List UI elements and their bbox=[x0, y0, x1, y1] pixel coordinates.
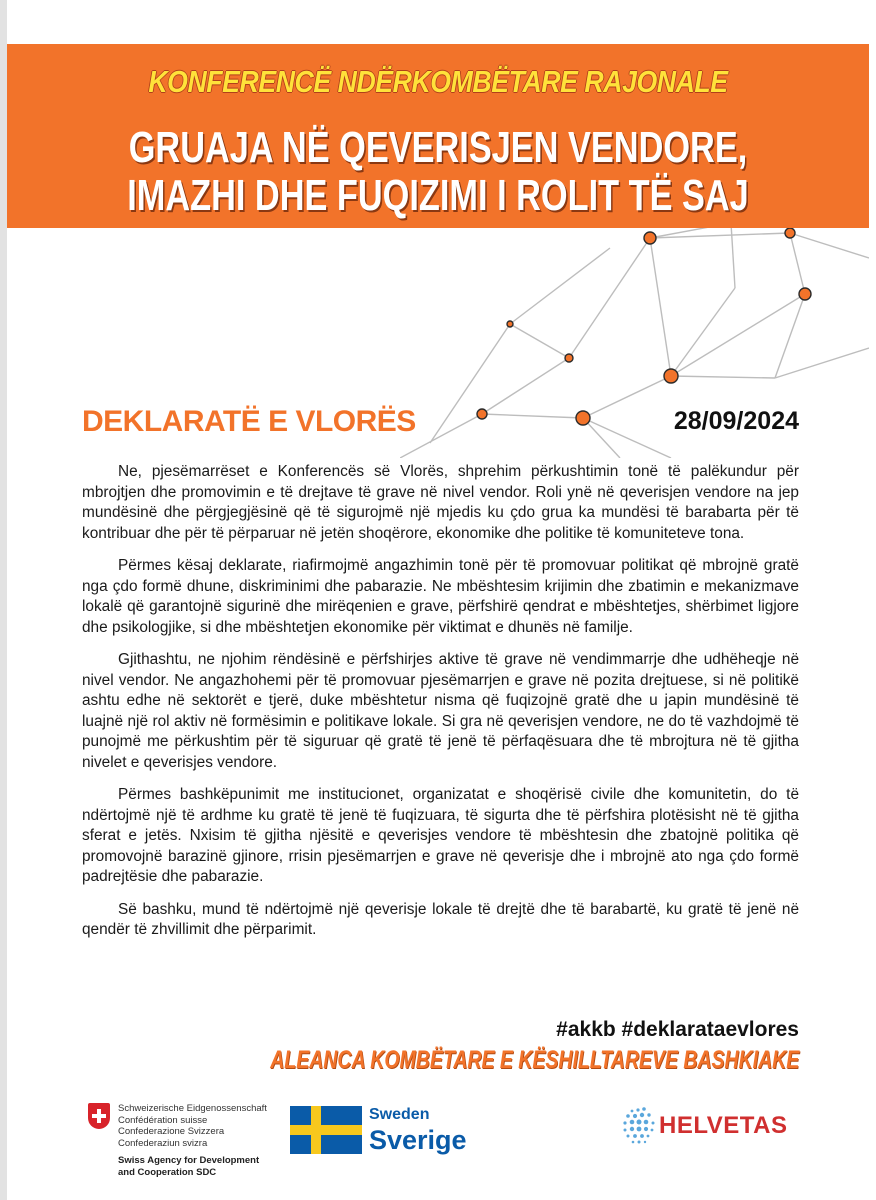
sweden-swedish-label: Sverige bbox=[369, 1125, 467, 1155]
helvetas-logo bbox=[616, 1102, 806, 1150]
page-edge bbox=[0, 0, 7, 1200]
sdc-language-lines bbox=[118, 1103, 267, 1149]
swiss-flag-icon bbox=[88, 1103, 110, 1129]
sdc-line: Confederazione Svizzera bbox=[118, 1126, 225, 1137]
sweden-logo bbox=[290, 1106, 470, 1156]
sdc-line: Confederaziun svizra bbox=[118, 1137, 208, 1149]
declaration-title: DEKLARATË E VLORËS bbox=[82, 405, 416, 438]
conference-heading: KONFERENCË NDËRKOMBËTARE RAJONALE bbox=[148, 64, 728, 99]
sdc-line: Schweizerische Eidgenossenschaft bbox=[118, 1103, 267, 1114]
sdc-logo bbox=[88, 1103, 288, 1183]
conference-title-line2: IMAZHI DHE FUQIZIMI I ROLIT TË SAJ bbox=[127, 171, 749, 220]
helvetas-label: HELVETAS bbox=[659, 1112, 788, 1139]
swedish-flag-icon bbox=[290, 1106, 362, 1154]
sdc-line: Confédération suisse bbox=[118, 1114, 208, 1126]
paragraph: Së bashku, mund të ndërtojmë një qeverisje lokale të drejtë dhe të barabartë, ku gratë të jenë në qendër të zhvillimit dhe përparimit. bbox=[82, 900, 799, 938]
sdc-agency-name bbox=[118, 1155, 259, 1179]
sweden-english-label: Sweden bbox=[369, 1106, 430, 1123]
sdc-agency-line2: and Cooperation SDC bbox=[118, 1167, 217, 1178]
paragraph: Përmes bashkëpunimit me institucionet, organizatat e shoqërisë civile dhe komunitetin, do të ndërtojmë një të ardhme ku gratë të jenë të fuqizuara, të sigurta dhe të përfshira plotësisht në të gjitha sferat e jetës. Nxisim të gjitha njësitë e qeverisjes vendore të mbështesin dhe zbatojnë politika që promovojnë barazinë gjinore, rrisin pjesëmarrjen e grave në qeverisje dhe i mbrojnë ato nga çdo formë padrejtësie dhe pabarazie. bbox=[82, 786, 799, 885]
paragraph: Gjithashtu, ne njohim rëndësinë e përfshirjes aktive të grave në vendimmarrje dhe udhëheqje në nivel vendor. Ne angazhohemi për të promovuar pjesëmarrjen e grave në pozita drejtuese, si në politikë ashtu edhe në sektorët e tjerë, duke mbështetur nisma që fuqizojnë gratë dhe u japin mundësinë të luajnë një rol aktiv në formësimin e politikave lokale. Si gra në qeverisjen vendore, ne do të vazhdojmë të punojmë me përkushtim për të siguruar që gratë të jenë të përfaqësuara dhe të mbrojtura në të gjitha nivelet e qeverisjes vendore. bbox=[82, 651, 799, 771]
paragraph: Ne, pjesëmarrëset e Konferencës së Vlorës, shprehim përkushtimin tonë të palëkundur për mbrojtjen dhe promovimin e të drejtave të grave në nivel vendor. Roli ynë në qeverisjen vendore na jep mundësinë dhe përgjegjësinë që të sigurojmë një mjedis ku çdo grua ka mundësi të barabarta për të kontribuar dhe për të përparuar në jetën shoqërore, ekonomike dhe politike të komuniteteve tona. bbox=[82, 463, 799, 542]
paragraph: Përmes kësaj deklarate, riafirmojmë angazhimin tonë për të promovuar politikat që mbrojnë gratë nga çdo formë dhune, diskriminimi dhe pabarazie. Ne mbështesim krijimin dhe zbatimin e mekanizmave lokalë që garantojnë sigurinë dhe mirëqenien e grave, përfshirë qendrat e mbështetjes, shërbimet ligjore dhe psikologjike, si dhe mbështetjen ekonomike për viktimat e dhunës në familje. bbox=[82, 557, 799, 636]
alliance-name: ALEANCA KOMBËTARE E KËSHILLTAREVE BASHKIAKE bbox=[269, 1046, 799, 1074]
conference-title bbox=[102, 124, 774, 220]
hashtags: #akkb #deklarataevlores bbox=[556, 1018, 799, 1041]
declaration-date: 28/09/2024 bbox=[673, 407, 799, 435]
header-banner bbox=[7, 44, 869, 228]
conference-title-line1: GRUAJA NË QEVERISJEN VENDORE, bbox=[128, 123, 748, 172]
sdc-agency-line1: Swiss Agency for Development bbox=[118, 1155, 260, 1166]
globe-icon bbox=[616, 1102, 660, 1150]
declaration-body bbox=[82, 462, 799, 953]
